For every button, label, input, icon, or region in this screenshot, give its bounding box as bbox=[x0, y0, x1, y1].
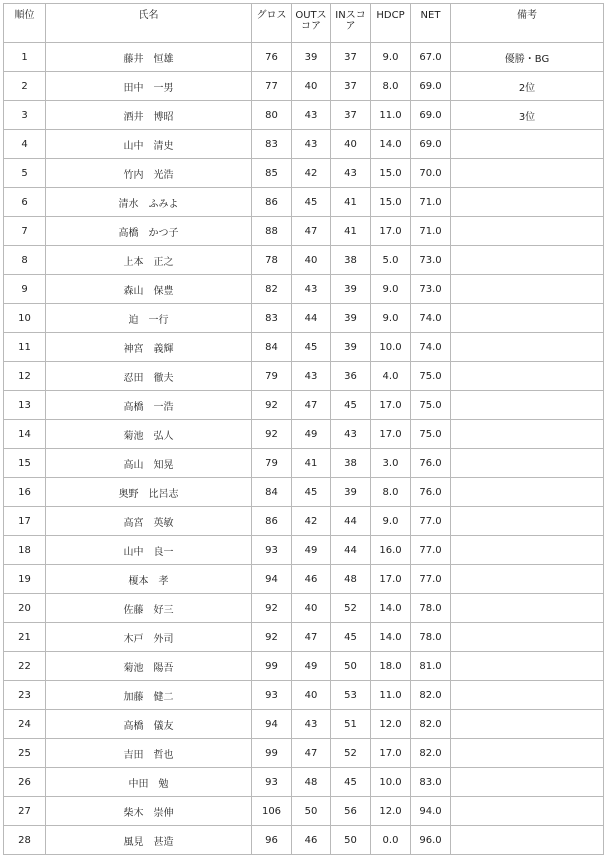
cell-name: 竹内 光浩 bbox=[46, 159, 252, 188]
cell-rank: 7 bbox=[4, 217, 46, 246]
cell-out-score: 41 bbox=[292, 449, 331, 478]
cell-note bbox=[451, 159, 604, 188]
cell-net: 82.0 bbox=[411, 739, 451, 768]
table-row bbox=[4, 710, 604, 739]
cell-rank: 21 bbox=[4, 623, 46, 652]
results-table bbox=[3, 3, 604, 855]
cell-hdcp: 11.0 bbox=[371, 681, 411, 710]
cell-hdcp: 17.0 bbox=[371, 739, 411, 768]
cell-gross: 84 bbox=[252, 478, 292, 507]
cell-in-score: 51 bbox=[331, 710, 371, 739]
header-row bbox=[4, 4, 604, 43]
table-row bbox=[4, 217, 604, 246]
table-row bbox=[4, 826, 604, 855]
cell-out-score: 42 bbox=[292, 159, 331, 188]
cell-rank: 22 bbox=[4, 652, 46, 681]
cell-out-score: 45 bbox=[292, 333, 331, 362]
table-row bbox=[4, 536, 604, 565]
cell-hdcp: 10.0 bbox=[371, 333, 411, 362]
table-row bbox=[4, 333, 604, 362]
cell-note: 優勝・BG bbox=[451, 43, 604, 72]
cell-net: 74.0 bbox=[411, 304, 451, 333]
cell-name: 上本 正之 bbox=[46, 246, 252, 275]
table-row bbox=[4, 623, 604, 652]
cell-note bbox=[451, 188, 604, 217]
cell-note bbox=[451, 333, 604, 362]
cell-in-score: 37 bbox=[331, 101, 371, 130]
cell-net: 78.0 bbox=[411, 623, 451, 652]
cell-net: 82.0 bbox=[411, 710, 451, 739]
header-out-score: OUTスコア bbox=[292, 4, 331, 43]
cell-in-score: 45 bbox=[331, 391, 371, 420]
cell-net: 69.0 bbox=[411, 101, 451, 130]
table-row bbox=[4, 246, 604, 275]
cell-hdcp: 14.0 bbox=[371, 623, 411, 652]
cell-net: 69.0 bbox=[411, 130, 451, 159]
cell-note bbox=[451, 217, 604, 246]
cell-out-score: 43 bbox=[292, 130, 331, 159]
cell-in-score: 45 bbox=[331, 768, 371, 797]
cell-hdcp: 17.0 bbox=[371, 565, 411, 594]
cell-net: 71.0 bbox=[411, 217, 451, 246]
table-row bbox=[4, 478, 604, 507]
cell-hdcp: 12.0 bbox=[371, 797, 411, 826]
cell-note bbox=[451, 507, 604, 536]
cell-gross: 88 bbox=[252, 217, 292, 246]
cell-name: 高橋 一浩 bbox=[46, 391, 252, 420]
table-row bbox=[4, 130, 604, 159]
cell-gross: 94 bbox=[252, 565, 292, 594]
cell-hdcp: 10.0 bbox=[371, 768, 411, 797]
table-row bbox=[4, 420, 604, 449]
cell-rank: 27 bbox=[4, 797, 46, 826]
cell-name: 高山 知晃 bbox=[46, 449, 252, 478]
cell-gross: 85 bbox=[252, 159, 292, 188]
cell-net: 75.0 bbox=[411, 420, 451, 449]
cell-gross: 79 bbox=[252, 449, 292, 478]
cell-name: 迫 一行 bbox=[46, 304, 252, 333]
cell-in-score: 50 bbox=[331, 652, 371, 681]
cell-out-score: 50 bbox=[292, 797, 331, 826]
cell-rank: 24 bbox=[4, 710, 46, 739]
cell-in-score: 39 bbox=[331, 275, 371, 304]
cell-net: 71.0 bbox=[411, 188, 451, 217]
cell-gross: 83 bbox=[252, 130, 292, 159]
cell-gross: 96 bbox=[252, 826, 292, 855]
cell-name: 奥野 比呂志 bbox=[46, 478, 252, 507]
cell-name: 柴木 崇伸 bbox=[46, 797, 252, 826]
cell-gross: 92 bbox=[252, 420, 292, 449]
cell-rank: 12 bbox=[4, 362, 46, 391]
cell-gross: 78 bbox=[252, 246, 292, 275]
cell-in-score: 44 bbox=[331, 536, 371, 565]
cell-net: 77.0 bbox=[411, 507, 451, 536]
cell-in-score: 56 bbox=[331, 797, 371, 826]
cell-hdcp: 9.0 bbox=[371, 507, 411, 536]
cell-net: 78.0 bbox=[411, 594, 451, 623]
table-row bbox=[4, 43, 604, 72]
cell-in-score: 43 bbox=[331, 159, 371, 188]
cell-rank: 26 bbox=[4, 768, 46, 797]
cell-hdcp: 3.0 bbox=[371, 449, 411, 478]
cell-in-score: 41 bbox=[331, 188, 371, 217]
table-row bbox=[4, 449, 604, 478]
cell-rank: 2 bbox=[4, 72, 46, 101]
cell-rank: 6 bbox=[4, 188, 46, 217]
cell-note bbox=[451, 826, 604, 855]
table-row bbox=[4, 391, 604, 420]
header-gross: グロス bbox=[252, 4, 292, 43]
header-in-score: INスコア bbox=[331, 4, 371, 43]
cell-out-score: 40 bbox=[292, 246, 331, 275]
cell-hdcp: 12.0 bbox=[371, 710, 411, 739]
cell-out-score: 49 bbox=[292, 652, 331, 681]
cell-note bbox=[451, 420, 604, 449]
cell-name: 中田 勉 bbox=[46, 768, 252, 797]
cell-note: 3位 bbox=[451, 101, 604, 130]
cell-name: 佐藤 好三 bbox=[46, 594, 252, 623]
cell-hdcp: 11.0 bbox=[371, 101, 411, 130]
cell-name: 田中 一男 bbox=[46, 72, 252, 101]
table-row bbox=[4, 275, 604, 304]
table-row bbox=[4, 159, 604, 188]
cell-rank: 4 bbox=[4, 130, 46, 159]
cell-gross: 83 bbox=[252, 304, 292, 333]
cell-gross: 99 bbox=[252, 739, 292, 768]
cell-out-score: 45 bbox=[292, 188, 331, 217]
cell-hdcp: 18.0 bbox=[371, 652, 411, 681]
cell-in-score: 44 bbox=[331, 507, 371, 536]
cell-gross: 92 bbox=[252, 391, 292, 420]
cell-net: 73.0 bbox=[411, 246, 451, 275]
cell-in-score: 36 bbox=[331, 362, 371, 391]
cell-net: 74.0 bbox=[411, 333, 451, 362]
cell-net: 96.0 bbox=[411, 826, 451, 855]
cell-in-score: 48 bbox=[331, 565, 371, 594]
cell-out-score: 43 bbox=[292, 275, 331, 304]
table-row bbox=[4, 768, 604, 797]
cell-rank: 11 bbox=[4, 333, 46, 362]
cell-net: 73.0 bbox=[411, 275, 451, 304]
cell-gross: 82 bbox=[252, 275, 292, 304]
cell-note bbox=[451, 246, 604, 275]
cell-net: 82.0 bbox=[411, 681, 451, 710]
cell-out-score: 39 bbox=[292, 43, 331, 72]
cell-out-score: 47 bbox=[292, 391, 331, 420]
cell-in-score: 37 bbox=[331, 43, 371, 72]
cell-name: 菊池 弘人 bbox=[46, 420, 252, 449]
cell-rank: 15 bbox=[4, 449, 46, 478]
cell-gross: 92 bbox=[252, 623, 292, 652]
cell-name: 神宮 義輝 bbox=[46, 333, 252, 362]
cell-rank: 13 bbox=[4, 391, 46, 420]
cell-note bbox=[451, 478, 604, 507]
cell-in-score: 37 bbox=[331, 72, 371, 101]
cell-out-score: 47 bbox=[292, 623, 331, 652]
table-row bbox=[4, 681, 604, 710]
cell-in-score: 53 bbox=[331, 681, 371, 710]
cell-out-score: 45 bbox=[292, 478, 331, 507]
cell-in-score: 52 bbox=[331, 594, 371, 623]
cell-in-score: 43 bbox=[331, 420, 371, 449]
cell-in-score: 50 bbox=[331, 826, 371, 855]
header-name: 氏名 bbox=[46, 4, 252, 43]
cell-name: 高宮 英敏 bbox=[46, 507, 252, 536]
cell-in-score: 39 bbox=[331, 304, 371, 333]
cell-gross: 84 bbox=[252, 333, 292, 362]
cell-gross: 92 bbox=[252, 594, 292, 623]
table-row bbox=[4, 652, 604, 681]
cell-gross: 80 bbox=[252, 101, 292, 130]
cell-note bbox=[451, 391, 604, 420]
cell-net: 77.0 bbox=[411, 565, 451, 594]
cell-rank: 10 bbox=[4, 304, 46, 333]
cell-hdcp: 14.0 bbox=[371, 594, 411, 623]
cell-gross: 79 bbox=[252, 362, 292, 391]
cell-net: 81.0 bbox=[411, 652, 451, 681]
cell-gross: 77 bbox=[252, 72, 292, 101]
cell-gross: 106 bbox=[252, 797, 292, 826]
cell-in-score: 39 bbox=[331, 478, 371, 507]
cell-rank: 9 bbox=[4, 275, 46, 304]
cell-name: 菊池 陽吾 bbox=[46, 652, 252, 681]
table-row bbox=[4, 797, 604, 826]
cell-gross: 93 bbox=[252, 536, 292, 565]
cell-net: 69.0 bbox=[411, 72, 451, 101]
cell-hdcp: 9.0 bbox=[371, 43, 411, 72]
cell-rank: 25 bbox=[4, 739, 46, 768]
cell-rank: 18 bbox=[4, 536, 46, 565]
cell-out-score: 48 bbox=[292, 768, 331, 797]
cell-rank: 16 bbox=[4, 478, 46, 507]
cell-note bbox=[451, 565, 604, 594]
cell-name: 榎本 孝 bbox=[46, 565, 252, 594]
cell-in-score: 38 bbox=[331, 246, 371, 275]
cell-gross: 93 bbox=[252, 768, 292, 797]
cell-net: 77.0 bbox=[411, 536, 451, 565]
cell-note bbox=[451, 362, 604, 391]
cell-hdcp: 9.0 bbox=[371, 275, 411, 304]
cell-name: 酒井 博昭 bbox=[46, 101, 252, 130]
cell-out-score: 40 bbox=[292, 681, 331, 710]
cell-note bbox=[451, 710, 604, 739]
cell-out-score: 44 bbox=[292, 304, 331, 333]
cell-note: 2位 bbox=[451, 72, 604, 101]
cell-gross: 93 bbox=[252, 681, 292, 710]
table-row bbox=[4, 594, 604, 623]
cell-name: 森山 保豊 bbox=[46, 275, 252, 304]
cell-hdcp: 16.0 bbox=[371, 536, 411, 565]
cell-hdcp: 4.0 bbox=[371, 362, 411, 391]
cell-gross: 99 bbox=[252, 652, 292, 681]
table-row bbox=[4, 739, 604, 768]
cell-out-score: 49 bbox=[292, 420, 331, 449]
table-row bbox=[4, 565, 604, 594]
cell-net: 83.0 bbox=[411, 768, 451, 797]
cell-rank: 28 bbox=[4, 826, 46, 855]
cell-gross: 76 bbox=[252, 43, 292, 72]
cell-hdcp: 17.0 bbox=[371, 420, 411, 449]
cell-hdcp: 14.0 bbox=[371, 130, 411, 159]
cell-name: 高橋 儀友 bbox=[46, 710, 252, 739]
cell-gross: 94 bbox=[252, 710, 292, 739]
cell-out-score: 43 bbox=[292, 101, 331, 130]
cell-rank: 19 bbox=[4, 565, 46, 594]
cell-note bbox=[451, 304, 604, 333]
cell-hdcp: 15.0 bbox=[371, 159, 411, 188]
cell-out-score: 47 bbox=[292, 739, 331, 768]
header-net: NET bbox=[411, 4, 451, 43]
table-row bbox=[4, 101, 604, 130]
cell-hdcp: 8.0 bbox=[371, 72, 411, 101]
cell-net: 94.0 bbox=[411, 797, 451, 826]
table-row bbox=[4, 507, 604, 536]
header-hdcp: HDCP bbox=[371, 4, 411, 43]
cell-note bbox=[451, 652, 604, 681]
table-row bbox=[4, 72, 604, 101]
cell-note bbox=[451, 681, 604, 710]
cell-out-score: 43 bbox=[292, 362, 331, 391]
cell-net: 75.0 bbox=[411, 391, 451, 420]
cell-out-score: 42 bbox=[292, 507, 331, 536]
cell-rank: 23 bbox=[4, 681, 46, 710]
cell-note bbox=[451, 449, 604, 478]
cell-out-score: 40 bbox=[292, 72, 331, 101]
cell-name: 木戸 外司 bbox=[46, 623, 252, 652]
cell-hdcp: 9.0 bbox=[371, 304, 411, 333]
cell-rank: 3 bbox=[4, 101, 46, 130]
cell-gross: 86 bbox=[252, 188, 292, 217]
cell-note bbox=[451, 130, 604, 159]
cell-name: 風見 甚造 bbox=[46, 826, 252, 855]
cell-hdcp: 8.0 bbox=[371, 478, 411, 507]
cell-out-score: 46 bbox=[292, 826, 331, 855]
cell-note bbox=[451, 797, 604, 826]
cell-rank: 20 bbox=[4, 594, 46, 623]
cell-in-score: 45 bbox=[331, 623, 371, 652]
cell-out-score: 46 bbox=[292, 565, 331, 594]
cell-out-score: 49 bbox=[292, 536, 331, 565]
cell-note bbox=[451, 768, 604, 797]
cell-in-score: 40 bbox=[331, 130, 371, 159]
results-body bbox=[4, 43, 604, 855]
cell-rank: 1 bbox=[4, 43, 46, 72]
cell-note bbox=[451, 623, 604, 652]
cell-name: 高橋 かつ子 bbox=[46, 217, 252, 246]
cell-in-score: 38 bbox=[331, 449, 371, 478]
cell-rank: 8 bbox=[4, 246, 46, 275]
table-row bbox=[4, 188, 604, 217]
cell-hdcp: 5.0 bbox=[371, 246, 411, 275]
header-note: 備考 bbox=[451, 4, 604, 43]
cell-in-score: 41 bbox=[331, 217, 371, 246]
cell-in-score: 39 bbox=[331, 333, 371, 362]
cell-rank: 14 bbox=[4, 420, 46, 449]
cell-net: 76.0 bbox=[411, 449, 451, 478]
cell-rank: 17 bbox=[4, 507, 46, 536]
cell-hdcp: 17.0 bbox=[371, 391, 411, 420]
cell-net: 75.0 bbox=[411, 362, 451, 391]
cell-name: 吉田 哲也 bbox=[46, 739, 252, 768]
cell-out-score: 43 bbox=[292, 710, 331, 739]
header-rank: 順位 bbox=[4, 4, 46, 43]
cell-name: 藤井 恒雄 bbox=[46, 43, 252, 72]
cell-rank: 5 bbox=[4, 159, 46, 188]
cell-hdcp: 15.0 bbox=[371, 188, 411, 217]
cell-net: 76.0 bbox=[411, 478, 451, 507]
cell-net: 70.0 bbox=[411, 159, 451, 188]
table-row bbox=[4, 304, 604, 333]
cell-name: 山中 清史 bbox=[46, 130, 252, 159]
cell-hdcp: 0.0 bbox=[371, 826, 411, 855]
cell-hdcp: 17.0 bbox=[371, 217, 411, 246]
cell-name: 加藤 健二 bbox=[46, 681, 252, 710]
cell-in-score: 52 bbox=[331, 739, 371, 768]
cell-note bbox=[451, 594, 604, 623]
cell-name: 清水 ふみよ bbox=[46, 188, 252, 217]
cell-note bbox=[451, 739, 604, 768]
cell-note bbox=[451, 275, 604, 304]
cell-net: 67.0 bbox=[411, 43, 451, 72]
table-row bbox=[4, 362, 604, 391]
cell-gross: 86 bbox=[252, 507, 292, 536]
cell-name: 忍田 徹夫 bbox=[46, 362, 252, 391]
cell-name: 山中 良一 bbox=[46, 536, 252, 565]
cell-out-score: 40 bbox=[292, 594, 331, 623]
cell-note bbox=[451, 536, 604, 565]
cell-out-score: 47 bbox=[292, 217, 331, 246]
